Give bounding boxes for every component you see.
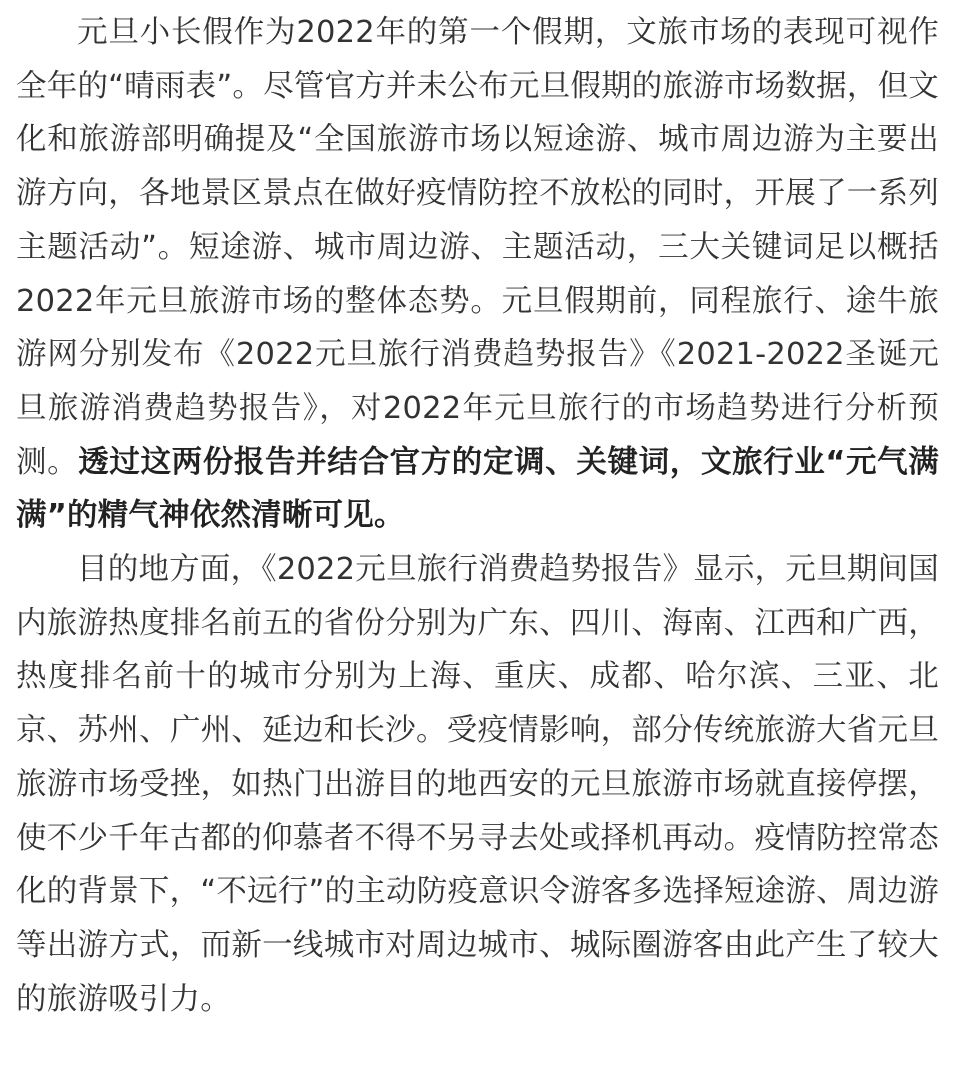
paragraph-destinations-text: 目的地方面，《2022元旦旅行消费趋势报告》显示，元旦期间国内旅游热度排名前五的省份分别为广东、四川、海南、江西和广西，热度排名前十的城市分别为上海、重庆、成都、哈尔滨、三亚、北京、苏州、广州、延边和长沙。受疫情影响，部分传统旅游大省元旦旅游市场受挫，如热门出游目的地西安的元旦旅游市场就直接停摆，使不少千年古都的仰慕者不得不另寻去处或择机再动。疫情防控常态化的背景下，“不远行”的主动防疫意识令游客多选择短途游、周边游等出游方式，而新一线城市对周边城市、城际圈游客由此产生了较大的旅游吸引力。 — [16, 552, 939, 1017]
paragraph-intro — [16, 6, 939, 543]
paragraph-intro-bold-text: 透过这两份报告并结合官方的定调、关键词，文旅行业“元气满满”的精气神依然清晰可见。 — [16, 444, 939, 534]
paragraph-destinations — [16, 543, 939, 1026]
paragraph-intro-text: 元旦小长假作为2022年的第一个假期，文旅市场的表现可视作全年的“晴雨表”。尽管官方并未公布元旦假期的旅游市场数据，但文化和旅游部明确提及“全国旅游市场以短途游、城市周边游为主要出游方向，各地景区景点在做好疫情防控不放松的同时，开展了一系列主题活动”。短途游、城市周边游、主题活动，三大关键词足以概括2022年元旦旅游市场的整体态势。元旦假期前，同程旅行、途牛旅游网分别发布《2022元旦旅行消费趋势报告》《2021-2022圣诞元旦旅游消费趋势报告》，对2022年元旦旅行的市场趋势进行分析预测。 — [16, 15, 939, 480]
